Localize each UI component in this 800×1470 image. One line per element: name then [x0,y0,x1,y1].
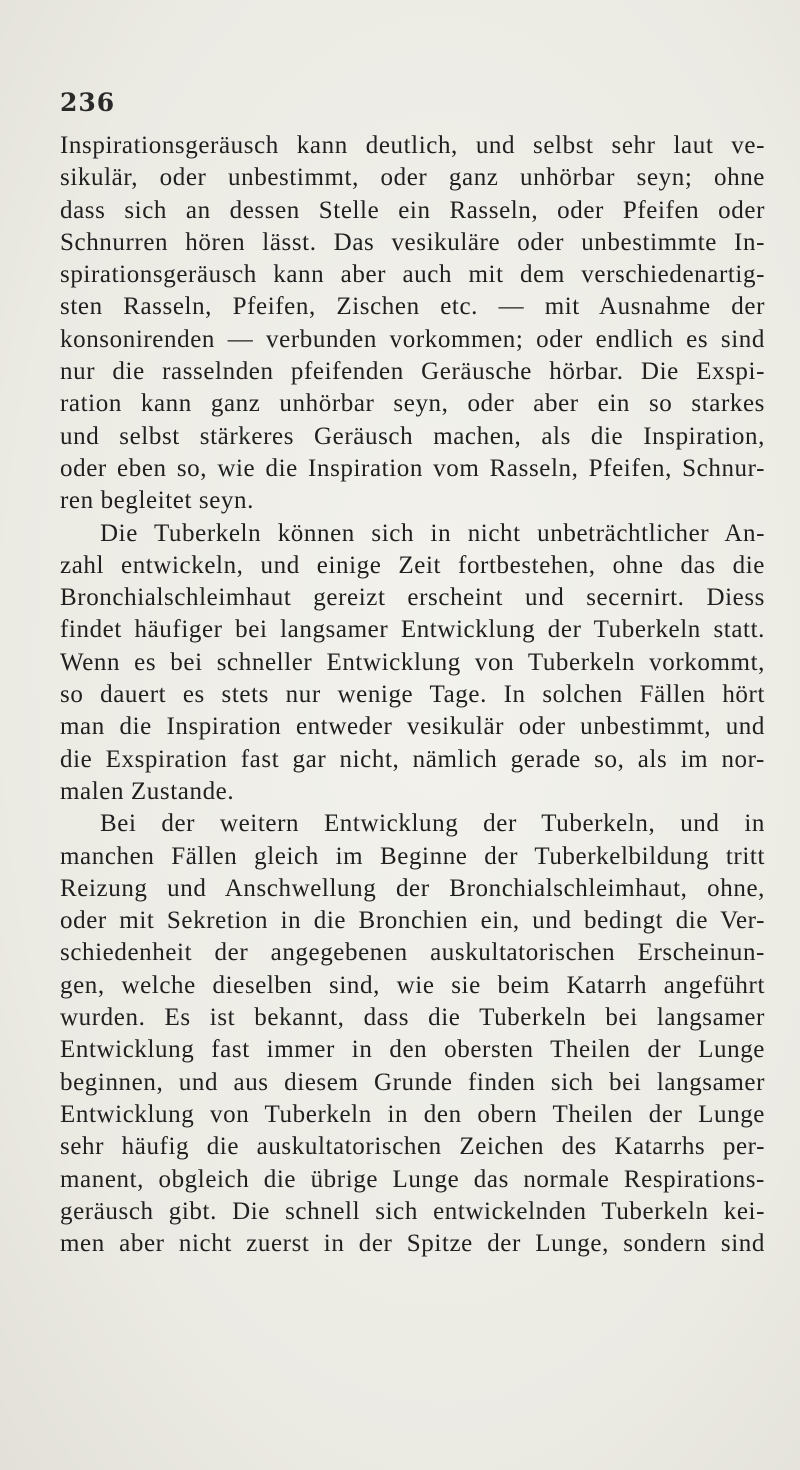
text-line: konsonirenden — verbunden vorkommen; oder endlich es sind [60,325,765,353]
text-line: ren begleitet seyn. [60,487,254,515]
text-line: geräusch gibt. Die schnell sich entwickelnden Tuberkeln kei- [60,1197,765,1225]
text-line: Die Tuberkeln können sich in nicht unbeträchtlicher An- [100,519,765,547]
text-line: spirationsgeräusch kann aber auch mit dem verschiedenartig- [60,261,765,289]
text-line: Entwicklung fast immer in den obersten Theilen der Lunge [60,1036,765,1064]
text-line: Reizung und Anschwellung der Bronchialschleimhaut, ohne, [60,874,765,902]
text-line: malen Zustande. [60,777,235,805]
text-line: ration kann ganz unhörbar seyn, oder aber ein so starkes [60,390,765,418]
text-line: Bei der weitern Entwicklung der Tuberkeln, und in [100,810,765,838]
text-line: Wenn es bei schneller Entwicklung von Tuberkeln vorkommt, [60,648,765,676]
text-line: die Exspiration fast gar nicht, nämlich gerade so, als im nor- [60,745,765,773]
text-line: nur die rasselnden pfeifenden Geräusche hörbar. Die Exspi- [60,358,765,386]
text-line: schiedenheit der angegebenen auskultatorischen Erscheinun- [60,939,765,967]
text-line: manchen Fällen gleich im Beginne der Tuberkelbildung tritt [60,842,765,870]
text-line: manent, obgleich die übrige Lunge das normale Respirations- [60,1165,765,1193]
text-line: zahl entwickeln, und einige Zeit fortbestehen, ohne das die [60,551,765,579]
text-line: sehr häufig die auskultatorischen Zeichen des Katarrhs per- [60,1133,765,1161]
text-line: oder mit Sekretion in die Bronchien ein, und bedingt die Ver- [60,907,765,935]
text-line: so dauert es stets nur wenige Tage. In solchen Fällen hört [60,681,765,709]
text-line: und selbst stärkeres Geräusch machen, als die Inspiration, [60,422,765,450]
text-line: findet häufiger bei langsamer Entwicklung der Tuberkeln statt. [60,616,765,644]
text-line: men aber nicht zuerst in der Spitze der Lunge, sondern sind [60,1230,765,1258]
text-line: sikulär, oder unbestimmt, oder ganz unhörbar seyn; ohne [60,164,765,192]
text-line: oder eben so, wie die Inspiration vom Rasseln, Pfeifen, Schnur- [60,454,765,482]
body-text [60,130,765,1260]
text-line: sten Rasseln, Pfeifen, Zischen etc. — mit Ausnahme der [60,293,765,321]
text-line: gen, welche dieselben sind, wie sie beim Katarrh angeführt [60,971,765,999]
page-number: 236 [60,88,116,117]
text-line: Bronchialschleimhaut gereizt erscheint und secernirt. Diess [60,584,765,612]
text-line: Entwicklung von Tuberkeln in den obern Theilen der Lunge [60,1100,765,1128]
text-line: man die Inspiration entweder vesikulär oder unbestimmt, und [60,713,765,741]
text-line: Schnurren hören lässt. Das vesikuläre oder unbestimmte In- [60,228,765,256]
text-line: dass sich an dessen Stelle ein Rasseln, oder Pfeifen oder [60,196,765,224]
text-line: Inspirationsgeräusch kann deutlich, und selbst sehr laut ve- [60,132,765,159]
text-line: wurden. Es ist bekannt, dass die Tuberkeln bei langsamer [60,1004,765,1032]
text-line: beginnen, und aus diesem Grunde finden sich bei langsamer [60,1068,765,1096]
